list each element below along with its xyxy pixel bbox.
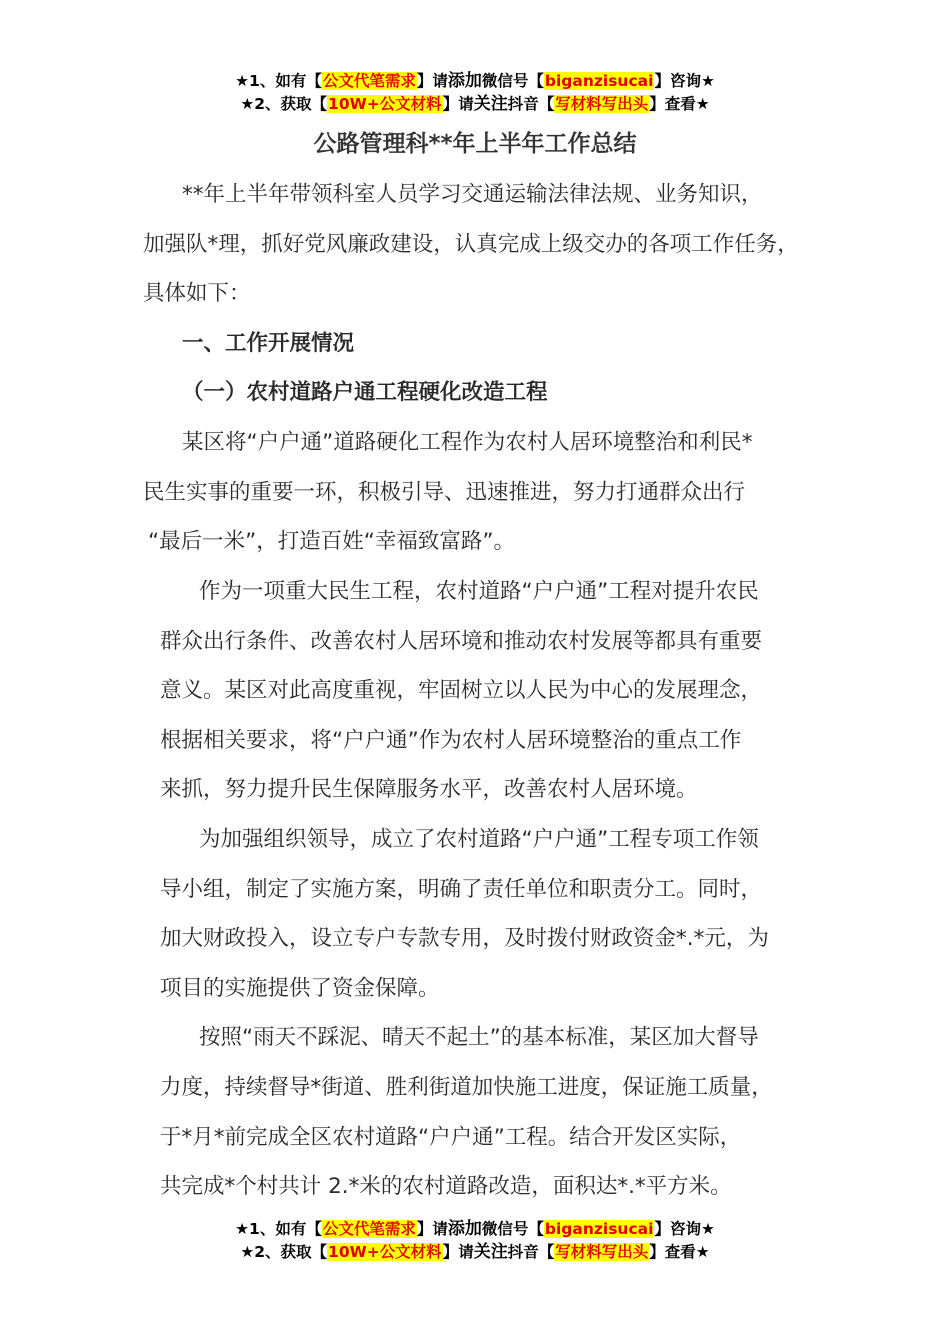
- section-heading: 一、工作开展情况: [182, 331, 355, 356]
- promo-douyin-id: 写材料写出头: [555, 95, 649, 113]
- promo-text: 】请: [442, 95, 474, 113]
- paragraph-line: 意义。某区对此高度重视，牢固树立以人民为中心的发展理念，: [160, 678, 763, 703]
- paragraph-line: 力度，持续督导*街道、胜利街道加快施工进度，保证施工质量，: [160, 1075, 773, 1100]
- promo-text: ★2、获取【: [240, 1243, 328, 1261]
- promo-text: ★2、获取【: [240, 95, 328, 113]
- promo-emphasis: 关注: [473, 1242, 508, 1262]
- promo-emphasis: 添加: [447, 71, 482, 91]
- promo-text: 抖音【: [507, 1243, 555, 1261]
- promo-text: 微信号【: [481, 72, 544, 90]
- promo-text: 抖音【: [507, 95, 555, 113]
- paragraph-line: 导小组，制定了实施方案，明确了责任单位和职责分工。同时，: [160, 877, 763, 902]
- document-title: 公路管理科**年上半年工作总结: [313, 131, 637, 157]
- promo-text: 】查看★: [649, 95, 710, 113]
- promo-line-1: [0, 70, 950, 93]
- promo-text: ★1、如有【: [235, 1220, 322, 1238]
- promo-highlight: 公文代笔需求: [322, 1220, 416, 1238]
- intro-line: 具体如下：: [143, 281, 251, 306]
- promo-text: 微信号【: [481, 1220, 544, 1238]
- paragraph-line: 为加强组织领导，成立了农村道路“户户通”工程专项工作领: [199, 827, 759, 852]
- paragraph-line: 群众出行条件、改善农村人居环境和推动农村发展等都具有重要: [160, 629, 763, 654]
- paragraph-line: 民生实事的重要一环，积极引导、迅速推进，努力打通群众出行: [143, 480, 746, 505]
- subsection-heading: （一）农村道路户通工程硬化改造工程: [182, 380, 548, 405]
- paragraph-line: 加大财政投入，设立专户专款专用，及时拨付财政资金*.*元，为: [160, 926, 769, 951]
- paragraph-line: “最后一米”，打造百姓“幸福致富路”。: [148, 529, 516, 554]
- paragraph-line: 于*月*前完成全区农村道路“户户通”工程。结合开发区实际，: [160, 1125, 742, 1150]
- promo-banner-bottom: [0, 1218, 950, 1264]
- promo-text: 】请: [416, 72, 448, 90]
- paragraph-line: 某区将“户户通”道路硬化工程作为农村人居环境整治和利民*: [182, 430, 753, 455]
- intro-line: 加强队*理，抓好党风廉政建设，认真完成上级交办的各项工作任务，: [143, 232, 799, 257]
- paragraph-line: 按照“雨天不踩泥、晴天不起土”的基本标准，某区加大督导: [199, 1025, 759, 1050]
- promo-text: ★1、如有【: [235, 72, 322, 90]
- promo-text: 】请: [416, 1220, 448, 1238]
- promo-text: 】查看★: [649, 1243, 710, 1261]
- paragraph-line: 共完成*个村共计 2.*米的农村道路改造，面积达*.*平方米。: [160, 1174, 732, 1199]
- paragraph-line: 来抓，努力提升民生保障服务水平，改善农村人居环境。: [160, 777, 698, 802]
- promo-douyin-id: 写材料写出头: [555, 1243, 649, 1261]
- promo-line-2: [0, 93, 950, 116]
- promo-wechat-id: biganzisucai: [544, 1220, 654, 1238]
- promo-highlight: 10W+公文材料: [328, 1243, 442, 1261]
- promo-banner-top: [0, 70, 950, 116]
- promo-line-2: [0, 1241, 950, 1264]
- promo-wechat-id: biganzisucai: [544, 72, 654, 90]
- intro-line: **年上半年带领科室人员学习交通运输法律法规、业务知识，: [182, 182, 763, 207]
- promo-text: 】请: [442, 1243, 474, 1261]
- promo-text: 】咨询★: [654, 72, 715, 90]
- promo-emphasis: 添加: [447, 1219, 482, 1239]
- promo-highlight: 10W+公文材料: [328, 95, 442, 113]
- paragraph-line: 根据相关要求，将“户户通”作为农村人居环境整治的重点工作: [160, 728, 742, 753]
- promo-line-1: [0, 1218, 950, 1241]
- promo-highlight: 公文代笔需求: [322, 72, 416, 90]
- promo-emphasis: 关注: [473, 94, 508, 114]
- paragraph-line: 作为一项重大民生工程，农村道路“户户通”工程对提升农民: [199, 579, 759, 604]
- promo-text: 】咨询★: [654, 1220, 715, 1238]
- paragraph-line: 项目的实施提供了资金保障。: [160, 976, 440, 1001]
